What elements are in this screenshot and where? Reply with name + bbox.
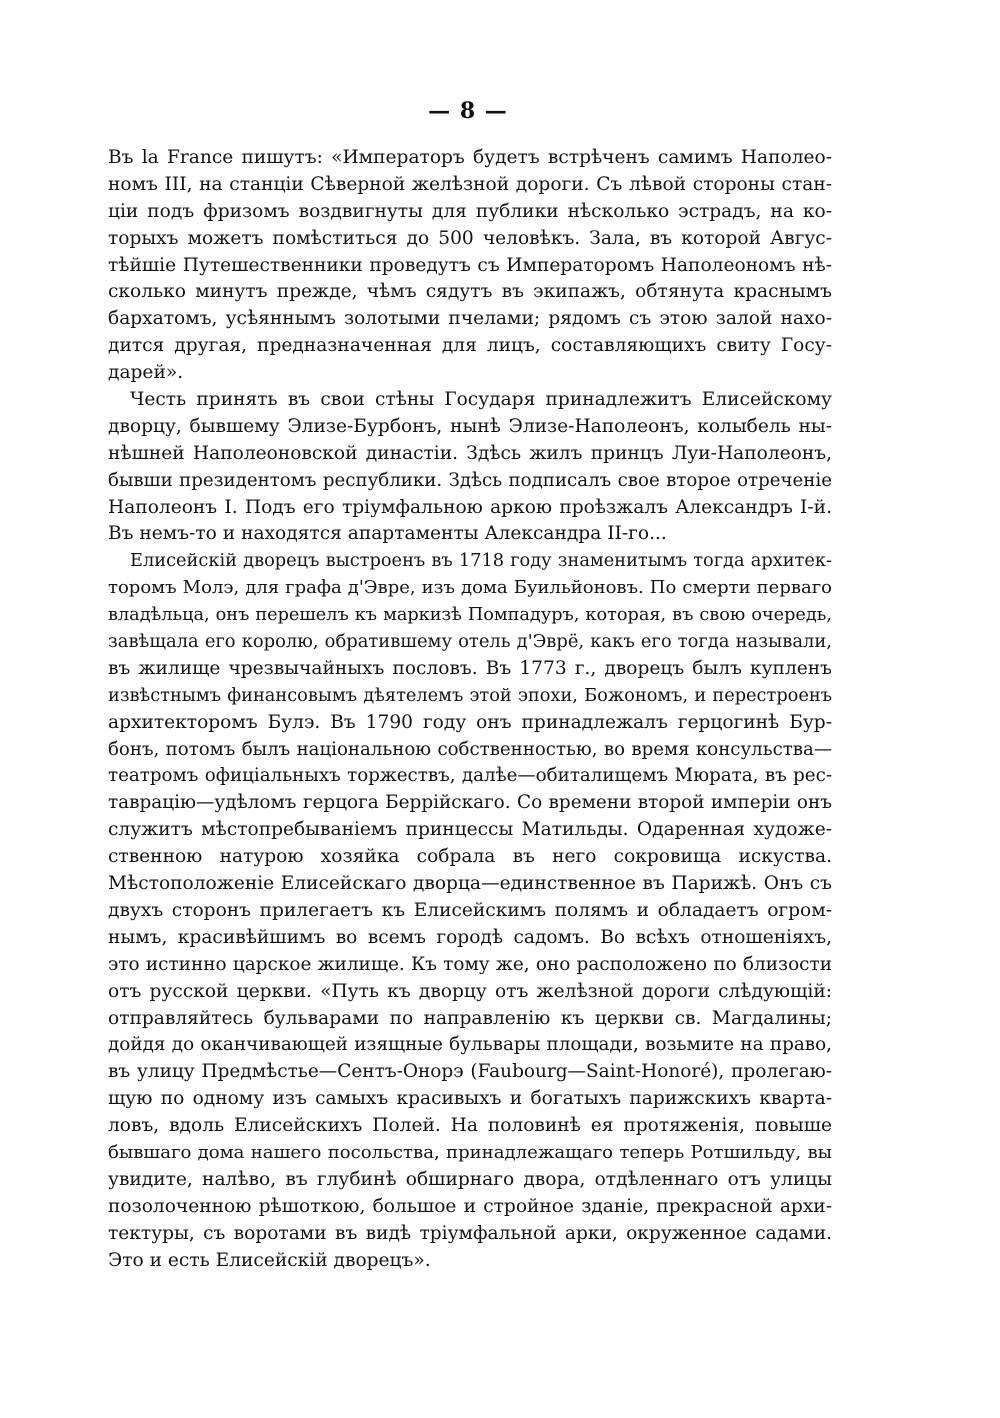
text-line: отъ русской церкви. «Путь къ дворцу отъ желѣзной дороги слѣдующій: [108, 980, 832, 1002]
text-line: бархатомъ, усѣяннымъ золотыми пчелами; рядомъ съ этою залой нахо- [108, 308, 832, 330]
body-text [108, 145, 832, 1274]
text-line: тѣйшіе Путешественники проведутъ съ Императоромъ Наполеономъ нѣ- [108, 254, 832, 276]
text-line: торомъ Молэ, для графа д'Эвре, изъ дома Буильйоновъ. По смерти перваго [108, 577, 832, 599]
text-line: дойдя до оканчивающей изящные бульвары площади, возьмите на право, [108, 1034, 832, 1056]
text-line: ловъ, вдоль Елисейскихъ Полей. На половинѣ ея протяженія, повыше [108, 1115, 832, 1137]
text-line: позолоченною рѣшоткою, большое и стройное зданіе, прекрасной архи- [108, 1195, 832, 1217]
text-line: Елисейскій дворецъ выстроенъ въ 1718 году знаменитымъ тогда архитек- [130, 550, 832, 572]
text-line: торыхъ можетъ помѣститься до 500 человѣкъ. Зала, въ которой Авгус- [108, 227, 832, 249]
text-line: въ улицу Предмѣстье—Сентъ-Онорэ (Faubourg—Saint-Honoré), пролегаю- [108, 1061, 832, 1083]
text-line: тектуры, съ воротами въ видѣ тріумфальной арки, окруженное садами. [108, 1222, 832, 1244]
text-line: это истинно царское жилище. Къ тому же, оно расположено по близости [108, 953, 832, 975]
text-line: дворцу, бывшему Элизе-Бурбонъ, нынѣ Элизе-Наполеонъ, колыбель ны- [108, 415, 832, 437]
text-line: нѣшней Наполеоновской династіи. Здѣсь жилъ принцъ Луи-Наполеонъ, [108, 442, 832, 464]
text-line: двухъ сторонъ прилегаетъ къ Елисейскимъ полямъ и обладаетъ огром- [108, 899, 832, 921]
text-line: служитъ мѣстопребываніемъ принцессы Матильды. Одаренная художе- [108, 819, 832, 841]
text-line: нымъ, красивѣйшимъ во всемъ городѣ садомъ. Во всѣхъ отношеніяхъ, [108, 926, 832, 948]
text-line: щую по одному изъ самыхъ красивыхъ и богатыхъ парижскихъ кварта- [108, 1088, 832, 1110]
text-line: Наполеонъ I. Подъ его тріумфальною аркою проѣзжалъ Александръ I-й. [108, 496, 832, 518]
text-line: дарей». [108, 362, 184, 384]
text-line: архитекторомъ Булэ. Въ 1790 году онъ принадлежалъ герцогинѣ Бур- [108, 711, 832, 733]
paragraph [108, 145, 832, 387]
text-line: Въ la France пишутъ: «Императоръ будетъ встрѣченъ самимъ Наполео- [108, 147, 832, 168]
text-line: ціи подъ фризомъ воздвигнуты для публики нѣсколько эстрадъ, на ко- [108, 200, 832, 222]
page-number: — 8 — [428, 98, 508, 124]
text-line: ственною натурою хозяйка собрала въ него сокровища искуства. [108, 846, 832, 868]
text-line: дится другая, предназначенная для лицъ, составляющихъ свиту Госу- [108, 335, 832, 357]
paragraph [108, 548, 832, 1274]
paragraph [108, 387, 832, 548]
text-line: владѣльца, онъ перешелъ къ маркизѣ Помпадуръ, которая, въ свою очередь, [108, 605, 832, 626]
text-line: таврацію—удѣломъ герцога Беррійскаго. Со времени второй имперіи онъ [108, 792, 832, 814]
text-line: бывши президентомъ республики. Здѣсь подписалъ свое второе отреченіе [108, 469, 832, 491]
text-line: отправляйтесь бульварами по направленію къ церкви св. Магдалины; [108, 1007, 832, 1029]
text-line: завѣщала его королю, обратившему отель д'Эврё, какъ его тогда называли, [108, 631, 832, 653]
text-line: Въ немъ-то и находятся апартаменты Александра II-го... [108, 523, 667, 545]
text-line: въ жилище чрезвычайныхъ пословъ. Въ 1773 г., дворецъ былъ купленъ [108, 657, 832, 679]
text-line: Мѣстоположеніе Елисейскаго дворца—единственное въ Парижѣ. Онъ съ [108, 873, 832, 895]
text-line: Это и есть Елисейскій дворецъ». [108, 1249, 431, 1271]
text-line: театромъ офиціальныхъ торжествъ, далѣе—обиталищемъ Мюрата, въ рес- [108, 765, 832, 787]
text-line: сколько минутъ прежде, чѣмъ сядутъ въ экипажъ, обтянута краснымъ [108, 281, 832, 303]
text-line: бывшаго дома нашего посольства, принадлежащаго теперь Ротшильду, вы [108, 1141, 832, 1163]
text-line: извѣстнымъ финансовымъ дѣятелемъ этой эпохи, Божономъ, и перестроенъ [108, 685, 832, 706]
text-line: Честь принять въ свои стѣны Государя принадлежитъ Елисейскому [130, 389, 832, 411]
text-line: бонъ, потомъ былъ національною собственностью, во время консульства— [108, 738, 832, 760]
text-line: номъ III, на станціи Сѣверной желѣзной дороги. Съ лѣвой стороны стан- [108, 173, 832, 195]
text-line: увидите, налѣво, въ глубинѣ обширнаго двора, отдѣленнаго отъ улицы [108, 1168, 832, 1190]
